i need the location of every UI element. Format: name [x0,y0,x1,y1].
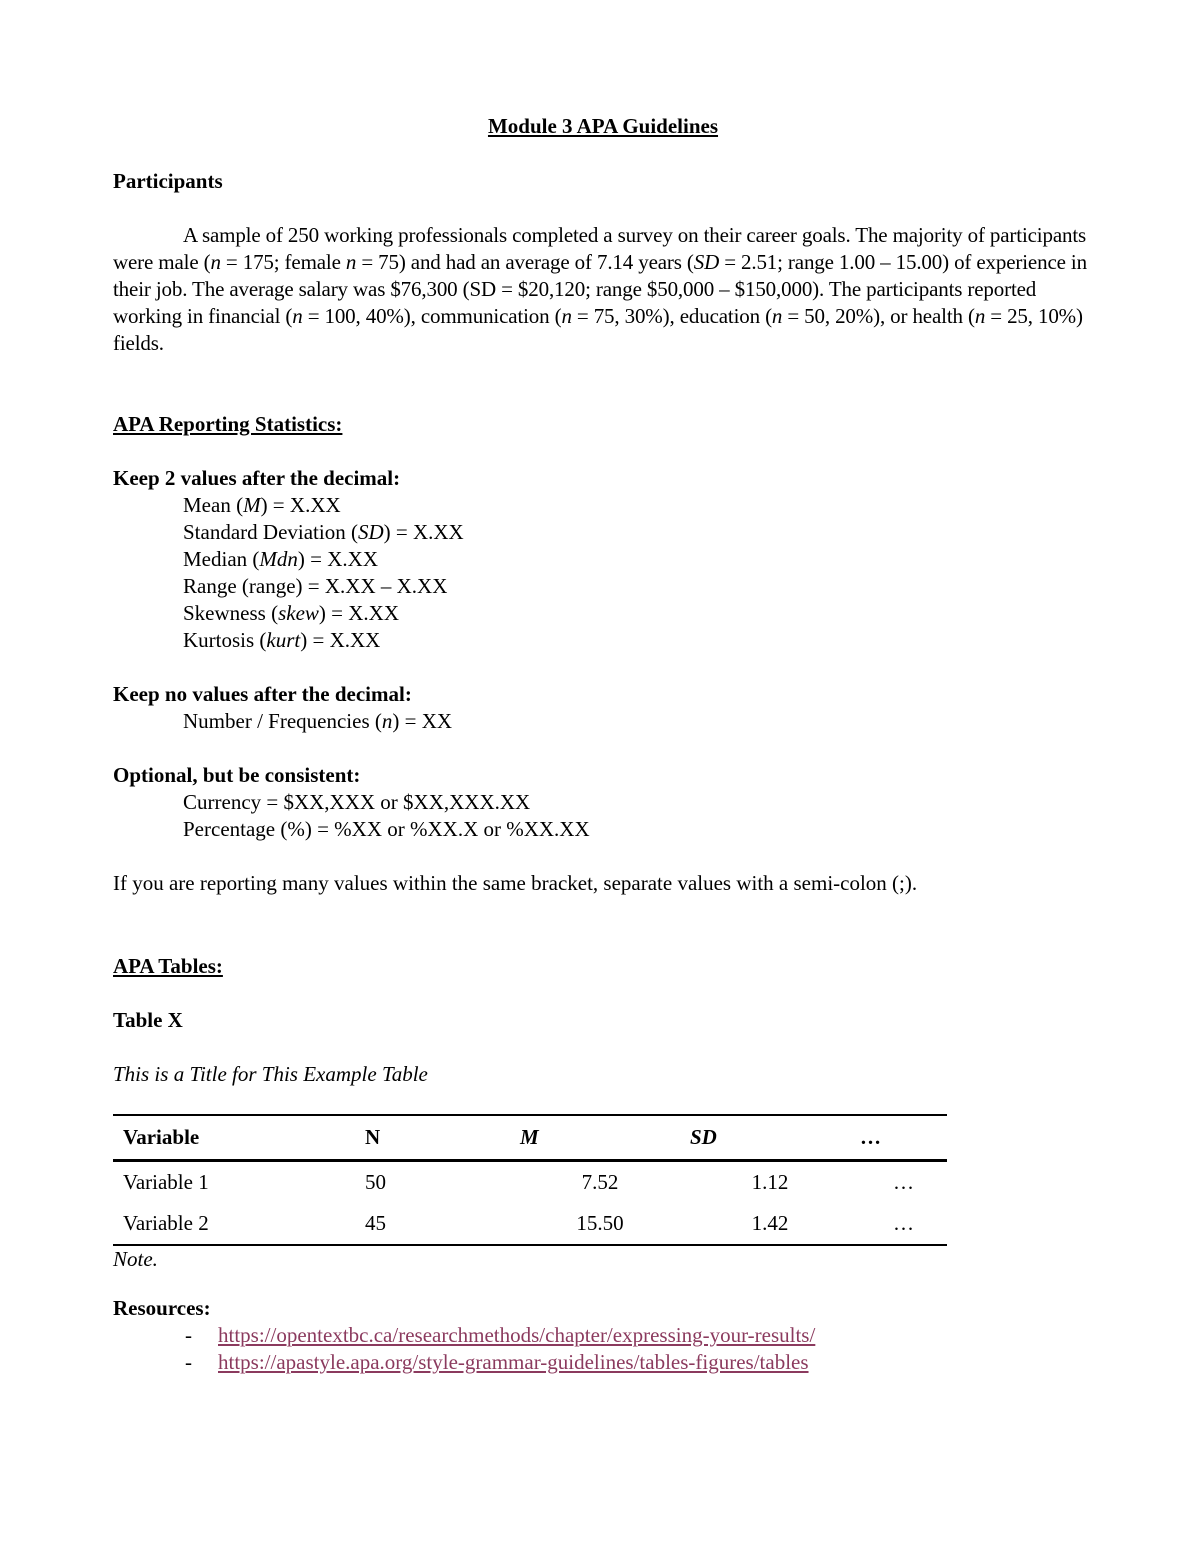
text-run: = 75, 30%), education ( [571,304,772,328]
text-run: = 2.51; range 1.00 – 15.00) of experience in their job. The average salary was $76,300 (SD = $20,120; range $50,000 – $150,000). The participants reported working in financial ( [113,250,1087,328]
participants-heading: Participants [113,169,223,193]
text-run: Standard Deviation ( [183,520,358,544]
table-row [113,1161,947,1204]
col-header-m [510,1115,680,1161]
stat-item-skew [183,600,917,627]
table-number: Table X [113,1008,183,1032]
stat-item-currency [183,789,917,816]
cell-sd: 1.12 [751,1170,789,1194]
italic-symbol: n [210,250,221,274]
text-run: ) = X.XX [297,547,378,571]
text-run: Range (range) = X.XX – X.XX [183,574,448,598]
resource-link-opentextbc[interactable]: https://opentextbc.ca/researchmethods/chapter/expressing-your-results/ [218,1323,816,1347]
table-note [113,1246,947,1273]
example-table [113,1114,947,1246]
table-title [113,1061,947,1088]
cell-m: 15.50 [510,1203,680,1245]
resources-list [113,1322,815,1376]
text-run: = 50, 20%), or health ( [782,304,975,328]
col-header-label: N [365,1125,381,1149]
text-run: Mean ( [183,493,244,517]
italic-symbol: SD [693,250,720,274]
text-run: = 75) and had an average of 7.14 years ( [356,250,694,274]
reporting-note: If you are reporting many values within the same bracket, separate values with a semi-colon (;). [113,871,918,895]
col-header-label: Variable [123,1125,200,1149]
resources-section [113,1295,815,1376]
table-note-text: Note. [113,1247,158,1271]
col-header-label: M [520,1125,539,1149]
text-run: = 25, 10%) fields. [113,304,1083,355]
cell-more: … [893,1170,914,1194]
cell-m: 7.52 [581,1170,619,1194]
section-heading: Keep 2 values after the decimal: [113,466,401,490]
col-header-n [355,1115,510,1161]
italic-symbol: skew [278,601,319,625]
cell-more: … [850,1203,947,1245]
text-run: ) = X.XX [300,628,381,652]
text-run: Skewness ( [183,601,279,625]
resource-item [113,1322,815,1349]
text-run: A sample of 250 working professionals completed a survey on their career goals. The majority of participants were male ( [113,223,1087,274]
col-header-more [850,1115,947,1161]
stat-item-sd [183,519,917,546]
section-heading: Optional, but be consistent: [113,763,361,787]
participants-paragraph [113,222,1093,357]
col-header-sd [680,1115,850,1161]
cell-n: 45 [355,1203,510,1245]
text-run: ) = X.XX [318,601,399,625]
tables-heading: APA Tables: [113,954,223,978]
italic-symbol: n [561,304,572,328]
italic-symbol: kurt [266,628,301,652]
italic-symbol: n [345,250,357,274]
text-run: ) = XX [392,709,453,733]
italic-symbol: SD [357,520,384,544]
reporting-section [113,411,917,897]
resources-heading: Resources: [113,1296,211,1320]
stat-item-kurt [183,627,917,654]
stat-item-median [183,546,917,573]
reporting-block-decimal-2 [113,465,917,654]
stat-item-mean [183,492,917,519]
text-run: Number / Frequencies ( [183,709,382,733]
table-header-row [113,1115,947,1161]
document-title: Module 3 APA Guidelines [487,114,719,138]
italic-symbol: n [381,709,393,733]
tables-section [113,953,947,1273]
text-run: ) = X.XX [260,493,341,517]
stat-item-range [183,573,917,600]
italic-symbol: n [292,304,303,328]
reporting-block-optional [113,762,917,843]
italic-symbol: n [974,304,986,328]
reporting-block-decimal-0 [113,681,917,735]
participants-section [113,168,1093,357]
resource-link-apastyle[interactable]: https://apastyle.apa.org/style-grammar-guidelines/tables-figures/tables [218,1350,809,1374]
text-run: = 175; female [220,250,346,274]
table-title-text: This is a Title for This Example Table [113,1062,428,1086]
text-run: ) = X.XX [383,520,464,544]
reporting-heading: APA Reporting Statistics: [113,412,343,436]
italic-symbol: M [243,493,261,517]
text-run: Currency = $XX,XXX or $XX,XXX.XX [183,790,531,814]
italic-symbol: n [771,304,783,328]
cell-variable: Variable 2 [113,1203,355,1245]
text-run: Kurtosis ( [183,628,267,652]
resource-item [113,1349,815,1376]
text-run: = 100, 40%), communication ( [302,304,562,328]
cell-variable: Variable 1 [123,1170,209,1194]
stat-item-n [183,708,917,735]
col-header-label: SD [690,1125,717,1149]
col-header-variable [113,1115,355,1161]
italic-symbol: Mdn [259,547,298,571]
col-header-label: … [860,1125,881,1149]
text-run: Median ( [183,547,260,571]
cell-n: 50 [365,1170,386,1194]
text-run: Percentage (%) = %XX or %XX.X or %XX.XX [183,817,590,841]
table-row [113,1203,947,1245]
stat-item-percentage [183,816,917,843]
section-heading: Keep no values after the decimal: [113,682,412,706]
cell-sd: 1.42 [680,1203,850,1245]
